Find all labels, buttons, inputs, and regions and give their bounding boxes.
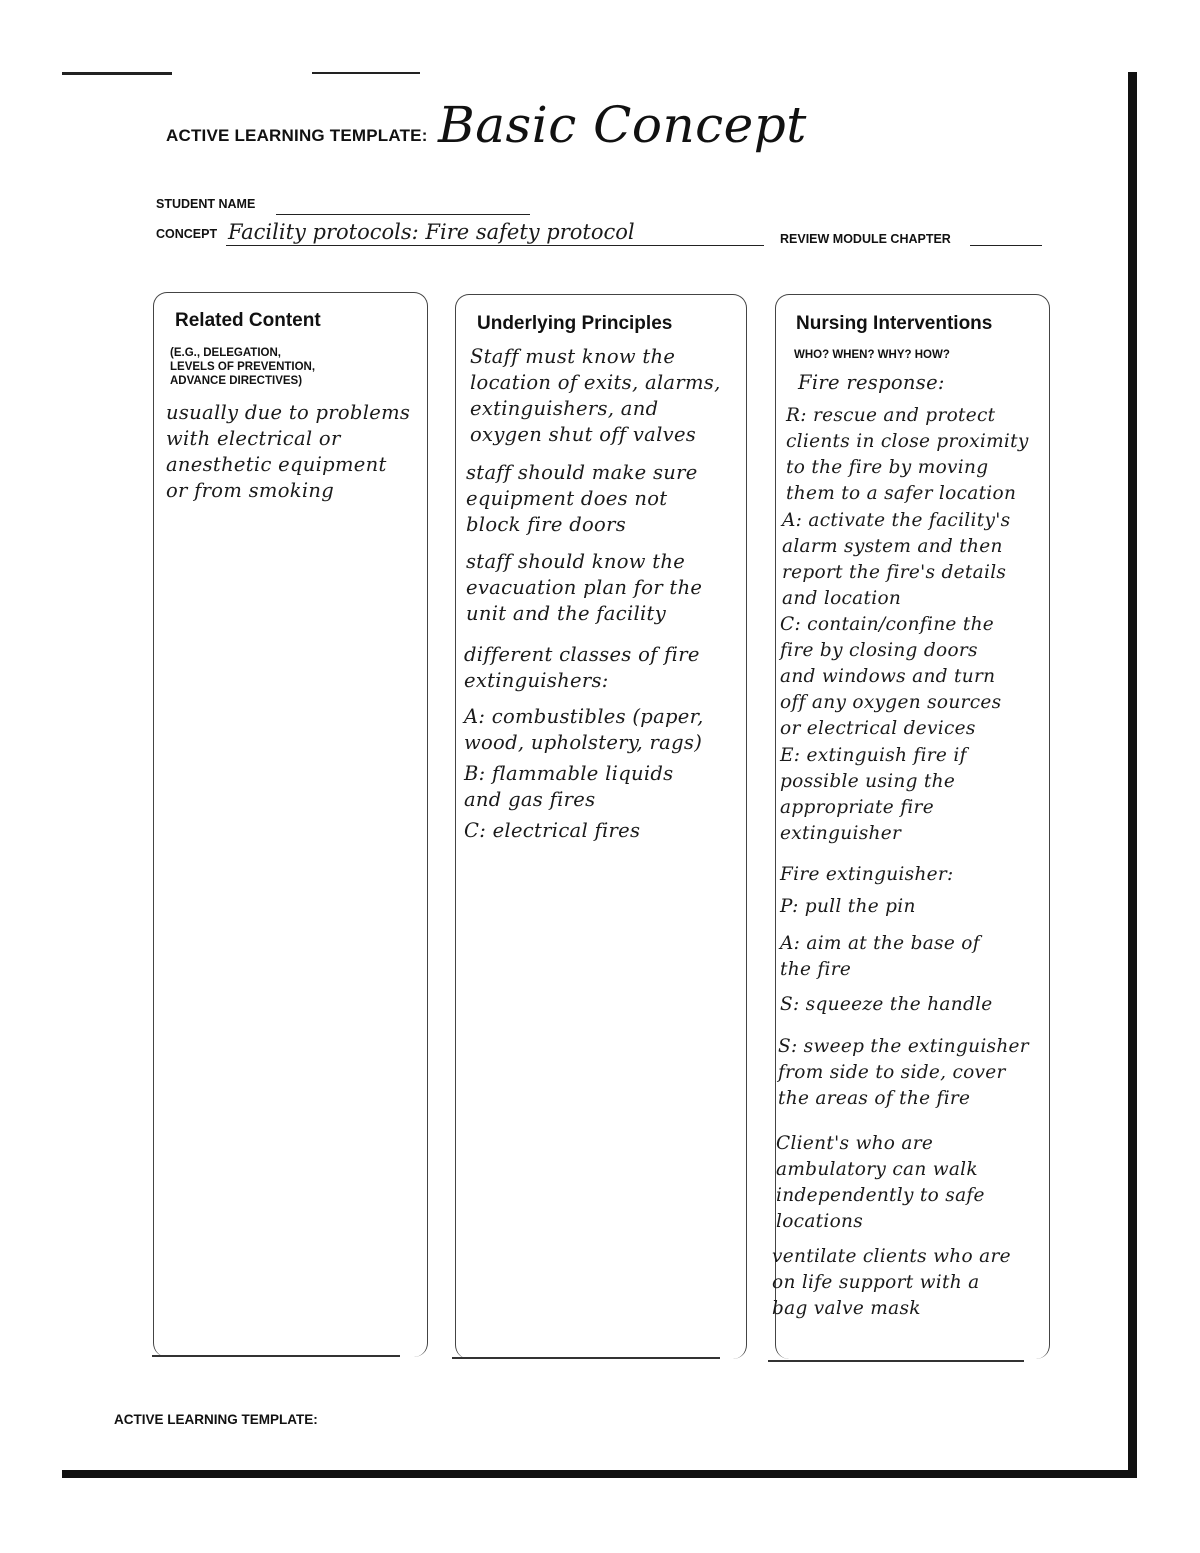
intervention-entry: Fire extinguisher: — [780, 864, 954, 885]
intervention-entry: R: rescue and protect clients in close proximity to the fire by moving them to a safer location — [786, 405, 1029, 504]
student-name-field[interactable] — [276, 200, 530, 215]
nursing-interventions-heading: Nursing Interventions — [796, 313, 993, 334]
principle-entry: C: electrical fires — [464, 819, 641, 842]
footer-template-label: ACTIVE LEARNING TEMPLATE: — [114, 1412, 318, 1427]
template-title: Basic Concept — [438, 96, 807, 154]
intervention-entry: ventilate clients who are on life support with a bag valve mask — [772, 1246, 1011, 1319]
scan-border-bottom — [62, 1470, 1137, 1478]
principle-entry: A: combustibles (paper, wood, upholstery, rags) — [464, 705, 704, 754]
scan-border-right — [1128, 72, 1137, 1478]
intervention-entry: P: pull the pin — [780, 896, 916, 917]
concept-field[interactable] — [226, 220, 764, 246]
scan-edge-mark — [312, 72, 420, 74]
review-module-label: REVIEW MODULE CHAPTER — [780, 232, 951, 246]
intervention-entry: A: activate the facility's alarm system and then report the fire's details and location — [782, 510, 1011, 609]
template-label: ACTIVE LEARNING TEMPLATE: — [166, 126, 428, 145]
intervention-entry: S: sweep the extinguisher from side to side, cover the areas of the fire — [778, 1036, 1029, 1109]
column-divider — [452, 1357, 720, 1359]
underlying-principles-heading: Underlying Principles — [477, 313, 673, 334]
concept-label: CONCEPT — [156, 227, 218, 241]
intervention-entry: C: contain/confine the fire by closing doors and windows and turn off any oxygen sources or electrical devices — [780, 614, 1002, 739]
nursing-interventions-subheading: WHO? WHEN? WHY? HOW? — [794, 349, 950, 361]
principle-entry: different classes of fire extinguishers: — [464, 643, 700, 692]
principle-entry: Staff must know the location of exits, alarms, extinguishers, and oxygen shut off valves — [470, 345, 721, 446]
principle-entry: staff should make sure equipment does not block fire doors — [466, 461, 698, 536]
intervention-entry: E: extinguish fire if possible using the appropriate fire extinguisher — [780, 745, 967, 844]
related-content-heading: Related Content — [175, 310, 321, 331]
related-content-subheading: (E.G., DELEGATION, LEVELS OF PREVENTION, ADVANCE DIRECTIVES) — [170, 347, 316, 387]
review-module-field[interactable] — [970, 232, 1042, 246]
intervention-entry: Fire response: — [798, 371, 945, 394]
column-divider — [768, 1360, 1024, 1362]
principle-entry: B: flammable liquids and gas fires — [464, 762, 674, 811]
intervention-entry: A: aim at the base of the fire — [780, 933, 980, 980]
column-divider — [152, 1355, 400, 1357]
scan-edge-mark — [62, 72, 172, 75]
concept-value: Facility protocols: Fire safety protocol — [228, 220, 635, 244]
student-name-label: STUDENT NAME — [156, 197, 256, 211]
principle-entry: staff should know the evacuation plan for the unit and the facility — [466, 550, 703, 625]
intervention-entry: Client's who are ambulatory can walk independently to safe locations — [776, 1133, 985, 1232]
intervention-entry: S: squeeze the handle — [780, 994, 993, 1015]
related-content-entry: usually due to problems with electrical or anesthetic equipment or from smoking — [166, 401, 411, 502]
